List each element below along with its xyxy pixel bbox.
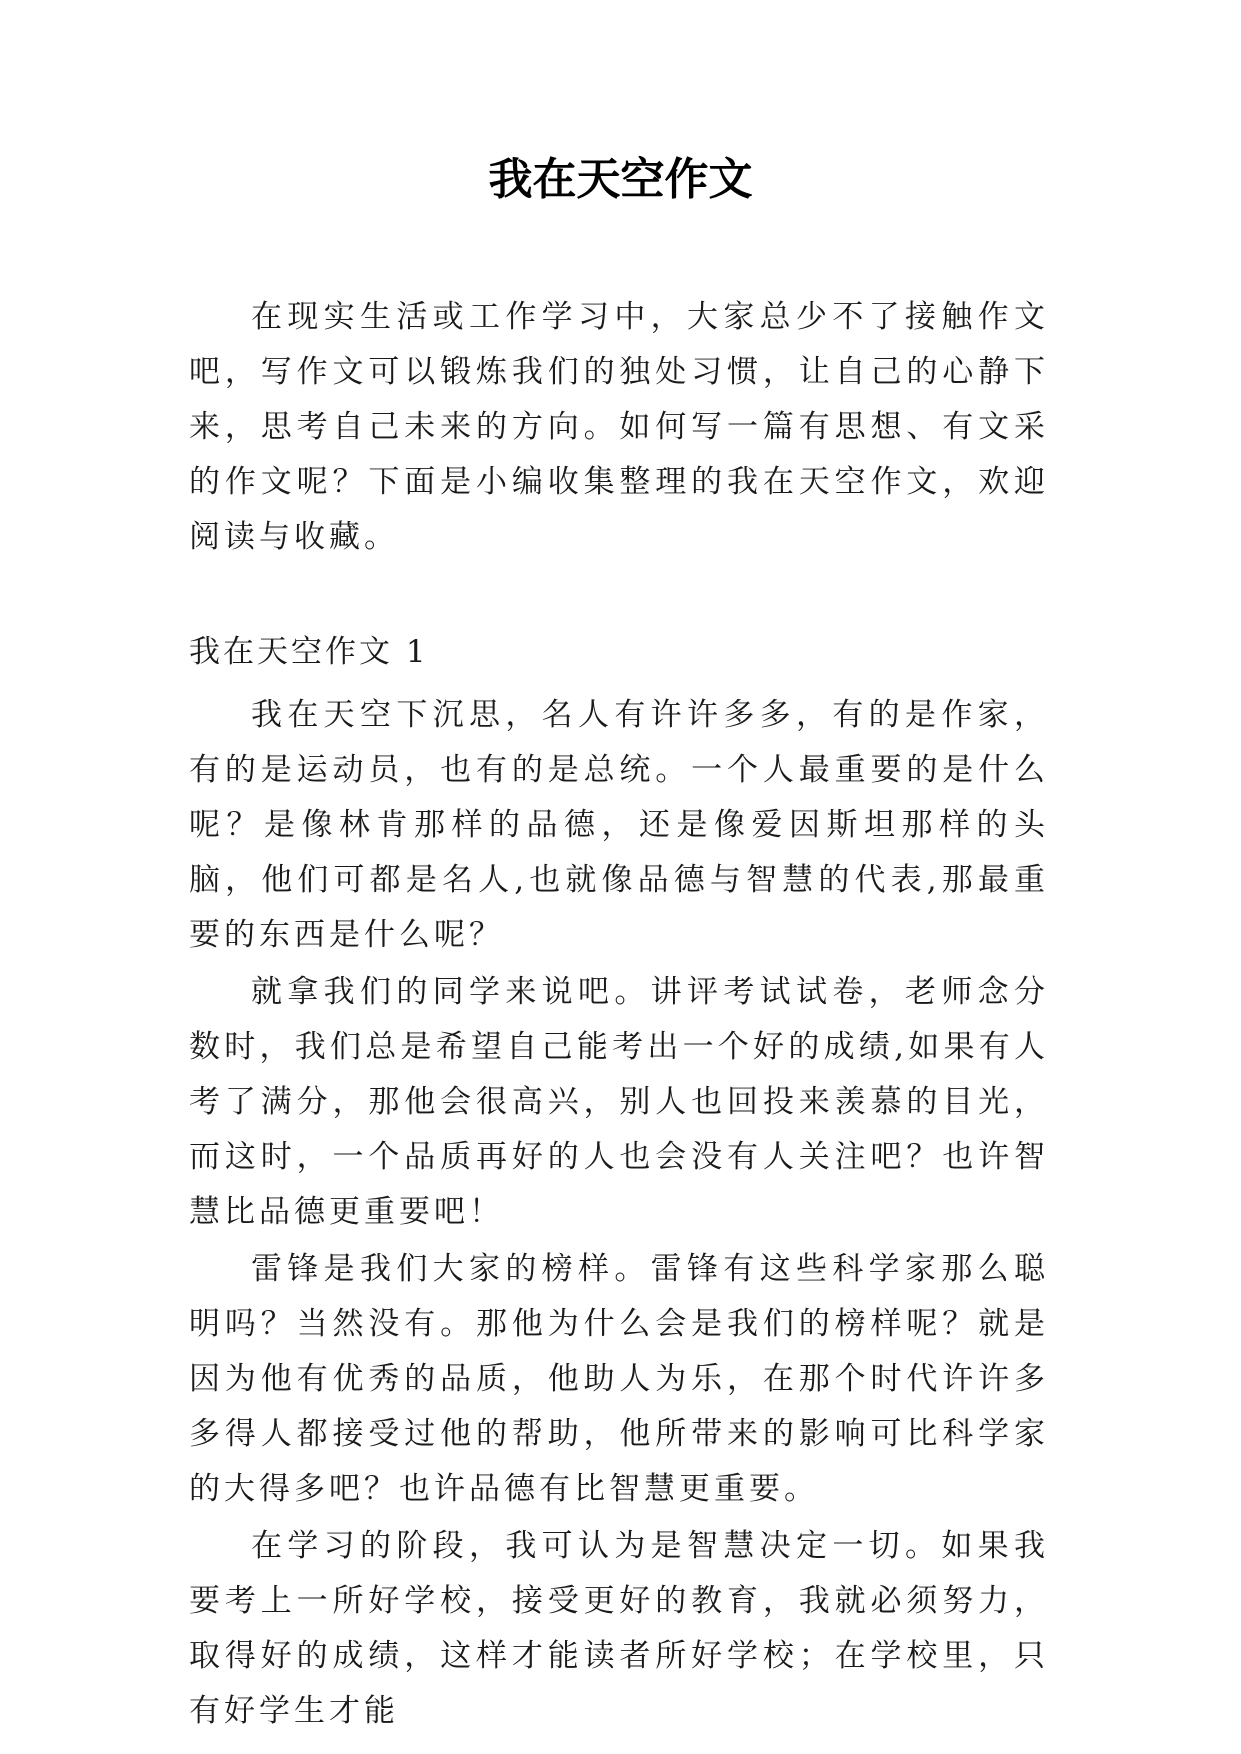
- document-title: 我在天空作文: [488, 154, 753, 205]
- body-paragraph-2: 就拿我们的同学来说吧。讲评考试试卷，老师念分数时，我们总是希望自己能考出一个好的成绩,如果有人考了满分，那他会很高兴，别人也回投来羡慕的目光，而这时，一个品质再好的人也会没有人关注吧？也许智慧比品德更重要吧！: [189, 974, 1049, 1230]
- body-paragraph-4: 在学习的阶段，我可认为是智慧决定一切。如果我要考上一所好学校，接受更好的教育，我就必须努力，取得好的成绩，这样才能读者所好学校；在学校里，只有好学生才能: [189, 1528, 1049, 1729]
- body-paragraph-3: 雷锋是我们大家的榜样。雷锋有这些科学家那么聪明吗？当然没有。那他为什么会是我们的榜样呢？就是因为他有优秀的品质，他助人为乐，在那个时代许许多多得人都接受过他的帮助，他所带来的影响可比科学家的大得多吧？也许品德有比智慧更重要。: [189, 1251, 1049, 1507]
- intro-paragraph: 在现实生活或工作学习中，大家总少不了接触作文吧，写作文可以锻炼我们的独处习惯，让自己的心静下来，思考自己未来的方向。如何写一篇有思想、有文采的作文呢？下面是小编收集整理的我在天空作文，欢迎阅读与收藏。: [189, 299, 1049, 555]
- document-body: [189, 290, 1049, 1741]
- section-heading: 我在天空作文 1: [189, 634, 429, 670]
- body-paragraph-1: 我在天空下沉思，名人有许许多多，有的是作家，有的是运动员，也有的是总统。一个人最重要的是什么呢？是像林肯那样的品德，还是像爱因斯坦那样的头脑，他们可都是名人,也就像品德与智慧的代表,那最重要的东西是什么呢？: [189, 697, 1049, 953]
